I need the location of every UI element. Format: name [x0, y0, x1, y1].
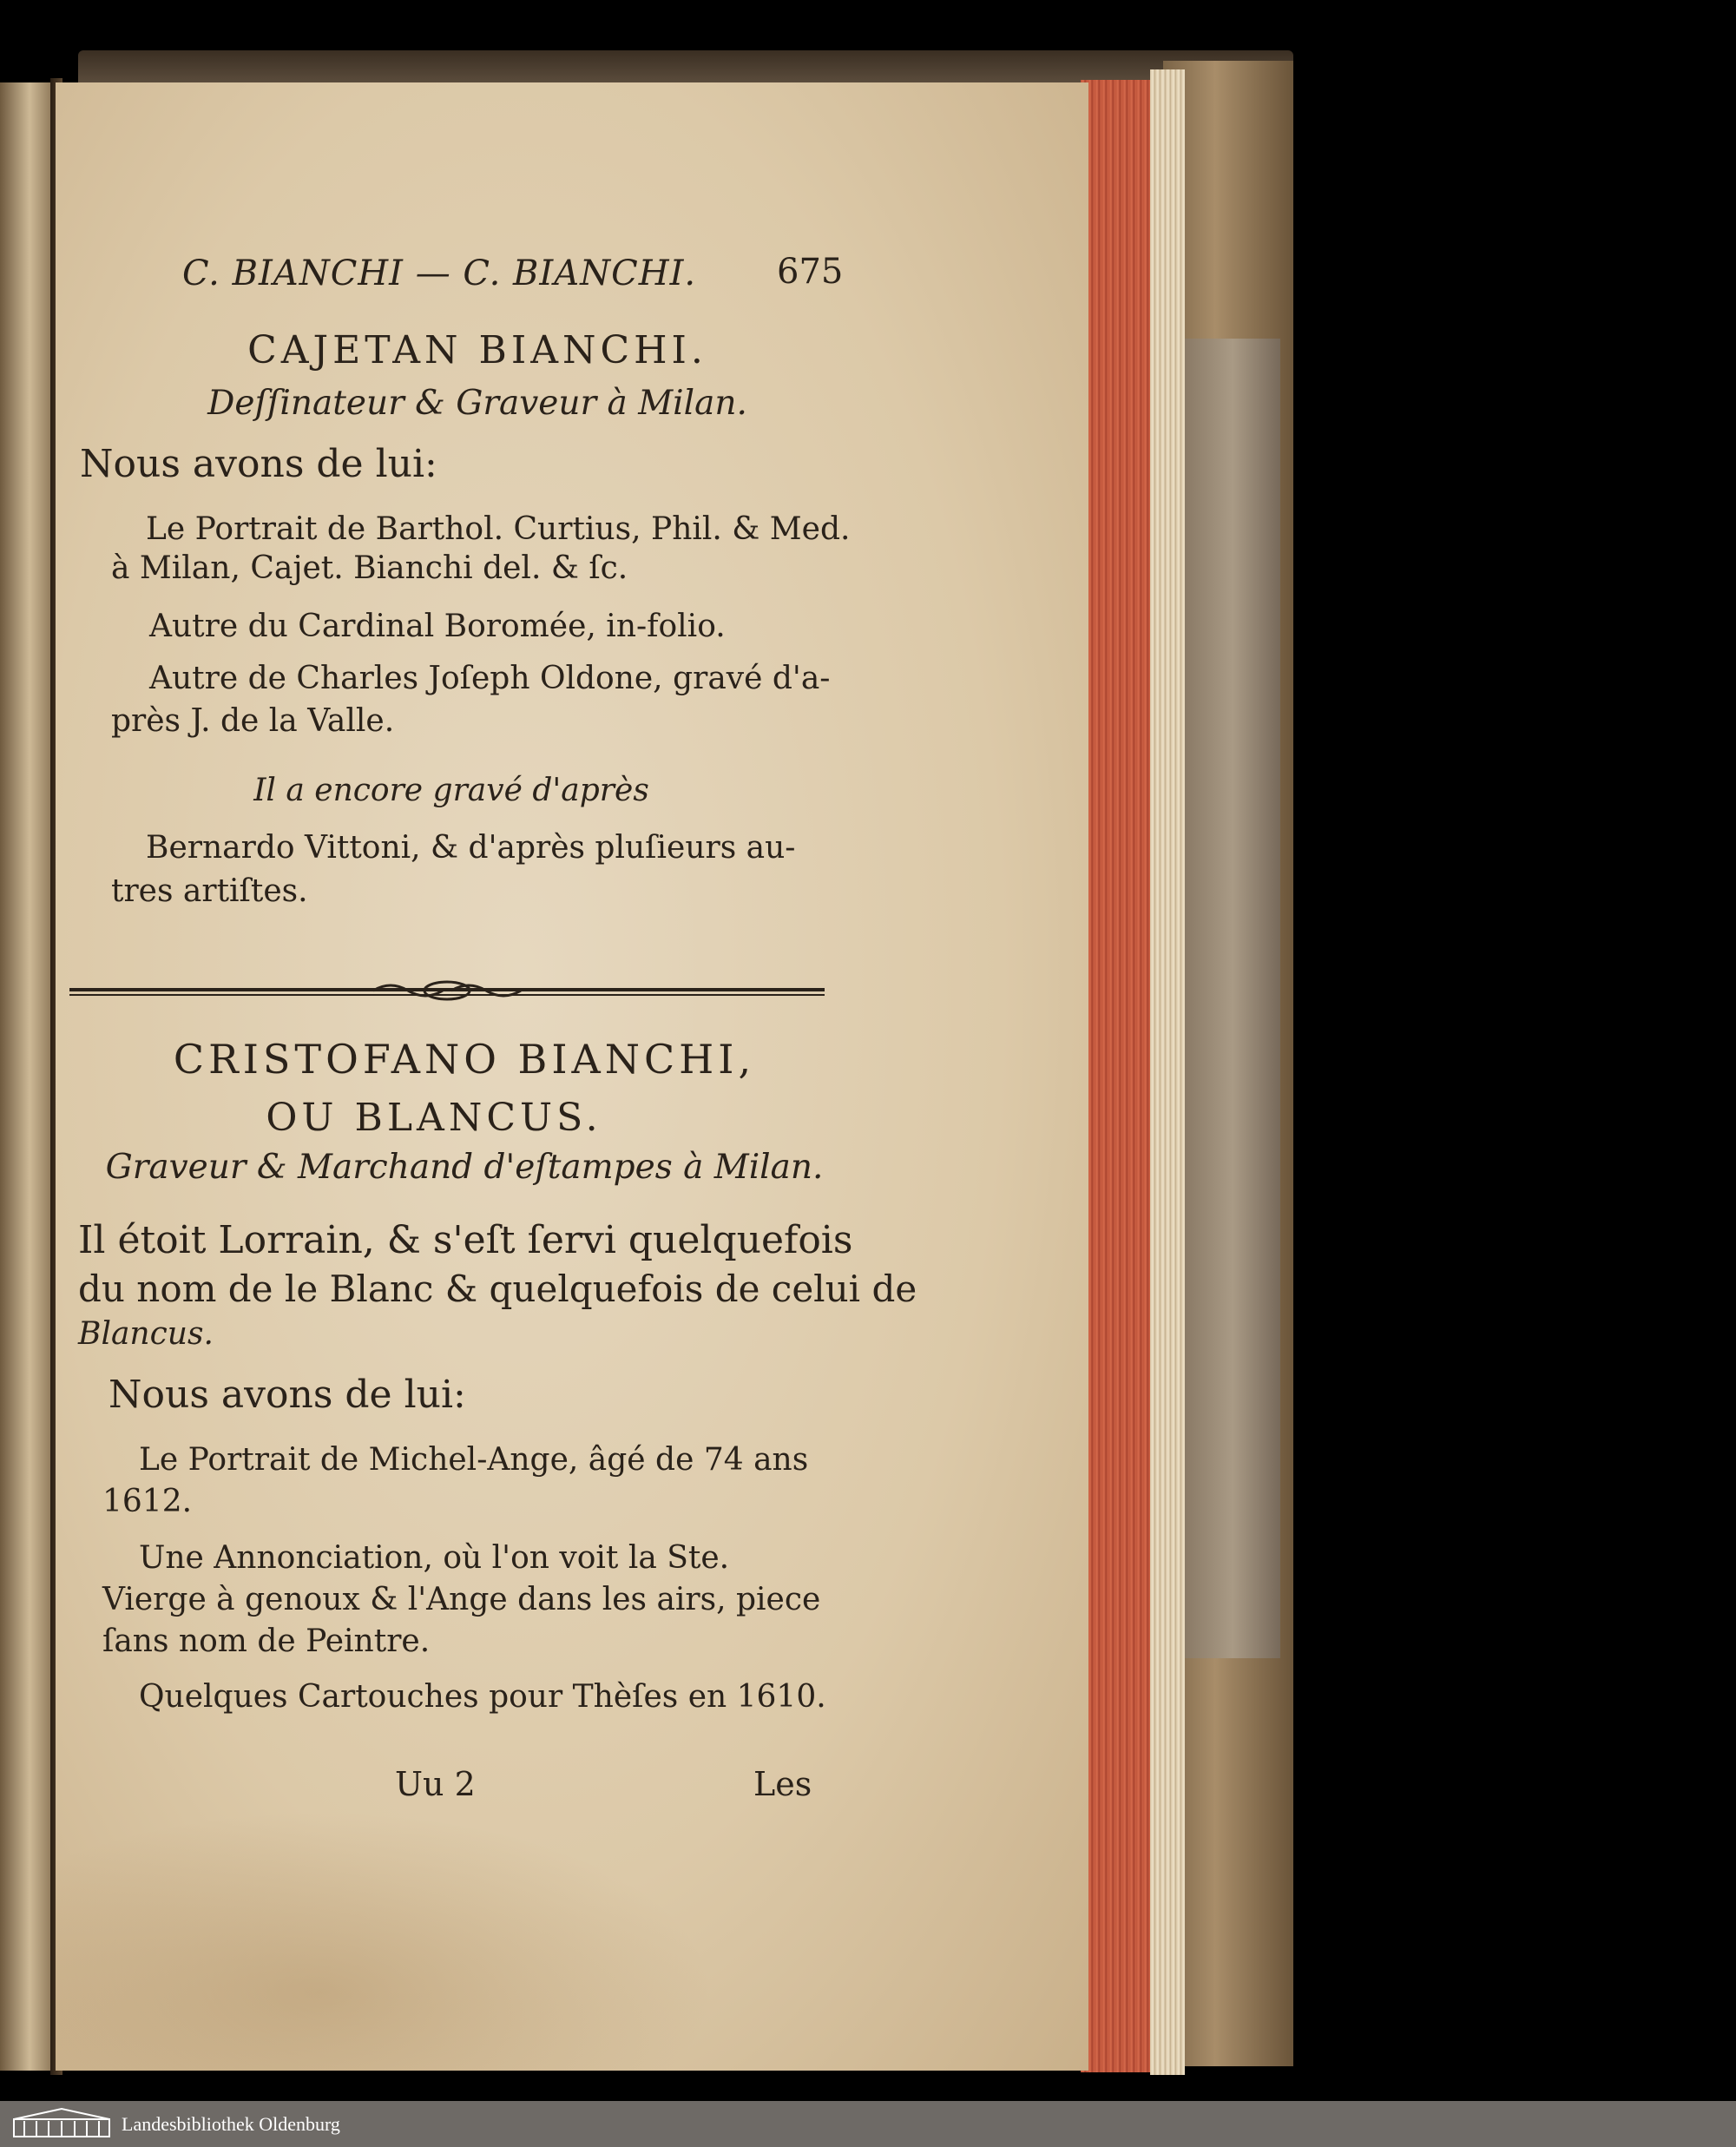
list-item: ſans nom de Peintre. — [102, 1623, 431, 1659]
section-title-alt: OU BLANCUS. — [266, 1096, 602, 1140]
section-note: Il a encore gravé d'après — [253, 773, 649, 808]
signature-mark: Uu 2 — [395, 1765, 476, 1803]
list-item: Une Annonciation, où l'on voit la Ste. — [139, 1540, 730, 1576]
list-item: Vierge à genoux & l'Ange dans les airs, piece — [102, 1582, 821, 1617]
book-spine-strip — [1185, 339, 1280, 1658]
list-item: Quelques Cartouches pour Thèſes en 1610. — [139, 1679, 826, 1715]
section-subtitle: Deſſinateur & Graveur à Milan. — [207, 384, 747, 423]
section-subtitle: Graveur & Marchand d'eſtampes à Milan. — [105, 1148, 824, 1187]
list-item: à Milan, Cajet. Bianchi del. & ſc. — [111, 550, 628, 586]
water-stain — [56, 1810, 715, 2071]
left-page-edge — [0, 82, 54, 2071]
running-head: C. BIANCHI — C. BIANCHI. — [182, 254, 697, 293]
library-name: Landesbibliothek Oldenburg — [122, 2113, 340, 2135]
footer-bar — [0, 2101, 1736, 2147]
section-title: CRISTOFANO BIANCHI, — [173, 1036, 756, 1083]
list-item: tres artiſtes. — [111, 873, 308, 909]
intro-line: Nous avons de lui: — [108, 1373, 466, 1417]
section-title: CAJETAN BIANCHI. — [247, 328, 707, 372]
paragraph-line: Il étoit Lorrain, & s'eſt ſervi quelquefois — [78, 1218, 853, 1262]
paragraph-line: Blancus. — [78, 1316, 214, 1352]
intro-line: Nous avons de lui: — [80, 442, 437, 486]
list-item: Le Portrait de Michel-Ange, âgé de 74 ans — [139, 1442, 809, 1478]
list-item: Bernardo Vittoni, & d'après pluſieurs au- — [146, 830, 796, 866]
list-item: Autre de Charles Joſeph Oldone, gravé d'a- — [149, 661, 831, 696]
catchword: Les — [753, 1765, 812, 1803]
library-building-icon — [10, 2107, 113, 2140]
list-item: 1612. — [102, 1484, 193, 1519]
paragraph-line: du nom de le Blanc & quelquefois de celui de — [78, 1268, 917, 1310]
list-item: près J. de la Valle. — [111, 703, 395, 739]
list-item: Le Portrait de Barthol. Curtius, Phil. & Med. — [146, 511, 851, 547]
page-edges — [1150, 69, 1185, 2075]
list-item: Autre du Cardinal Boromée, in-folio. — [149, 609, 726, 644]
ornamental-rule — [69, 979, 825, 1004]
page-number: 675 — [777, 252, 844, 292]
